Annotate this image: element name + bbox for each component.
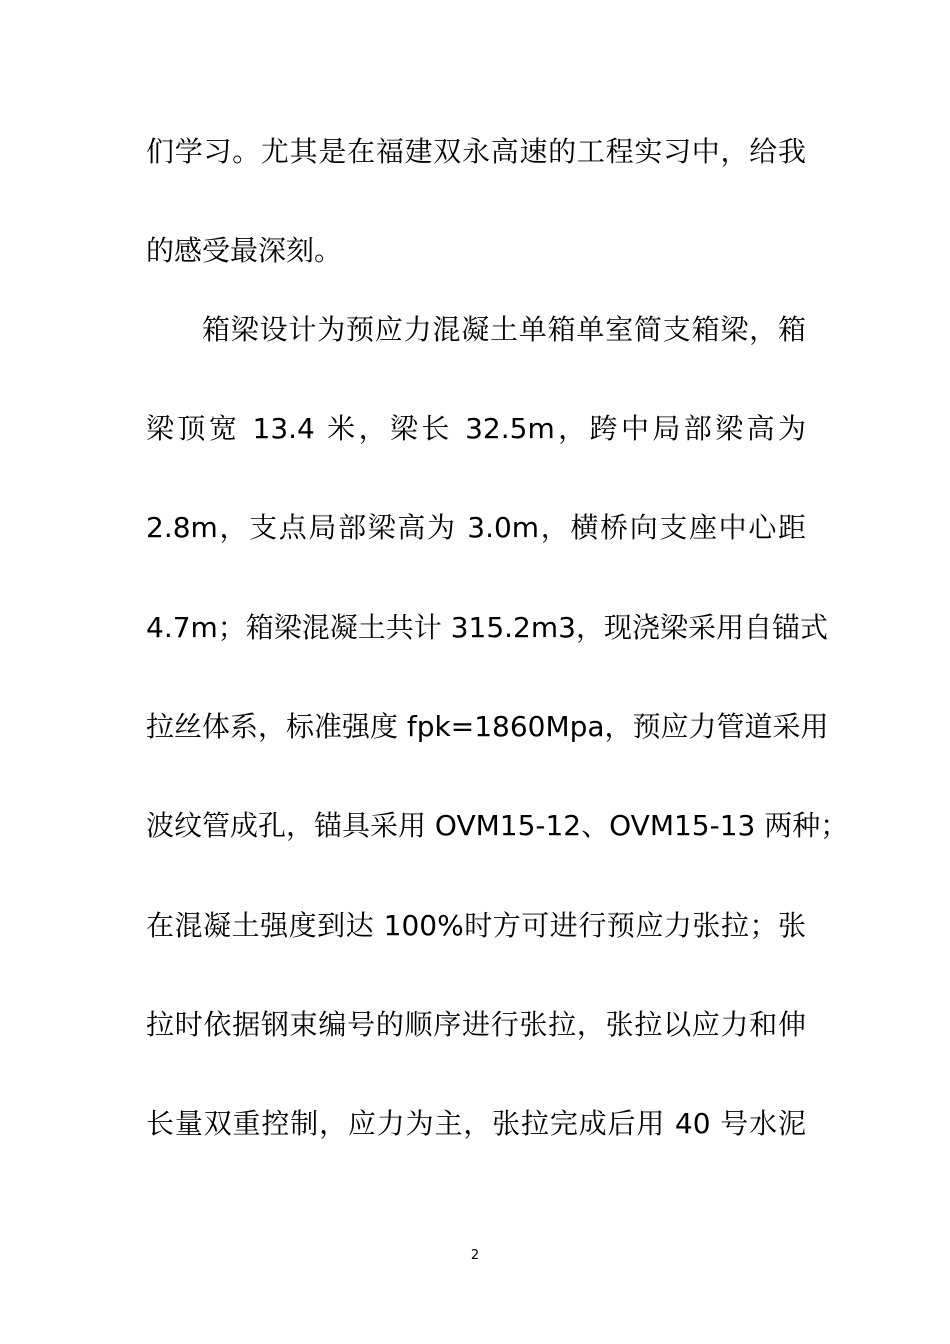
page-number: 2 — [470, 1248, 480, 1263]
paragraph-line: 2.8m，支点局部梁高为 3.0m，横桥向支座中心距 — [146, 511, 806, 544]
paragraph-line: 波纹管成孔，锚具采用 OVM15-12、OVM15-13 两种； — [146, 809, 849, 842]
paragraph-line: 4.7m；箱梁混凝土共计 315.2m3，现浇梁采用自锚式 — [146, 611, 828, 644]
paragraph-line: 在混凝土强度到达 100%时方可进行预应力张拉；张 — [146, 909, 806, 942]
paragraph-line: 拉时依据钢束编号的顺序进行张拉，张拉以应力和伸 — [146, 1008, 806, 1041]
paragraph-line: 箱梁设计为预应力混凝土单箱单室简支箱梁，箱 — [202, 313, 806, 346]
paragraph-line: 的感受最深刻。 — [146, 234, 343, 267]
paragraph-line: 梁顶宽 13.4 米，梁长 32.5m，跨中局部梁高为 — [146, 412, 806, 445]
paragraph-line: 们学习。尤其是在福建双永高速的工程实习中，给我 — [146, 135, 806, 168]
paragraph-line: 长量双重控制，应力为主，张拉完成后用 40 号水泥 — [146, 1107, 806, 1140]
paragraph-line: 拉丝体系，标准强度 fpk=1860Mpa，预应力管道采用 — [146, 710, 829, 743]
